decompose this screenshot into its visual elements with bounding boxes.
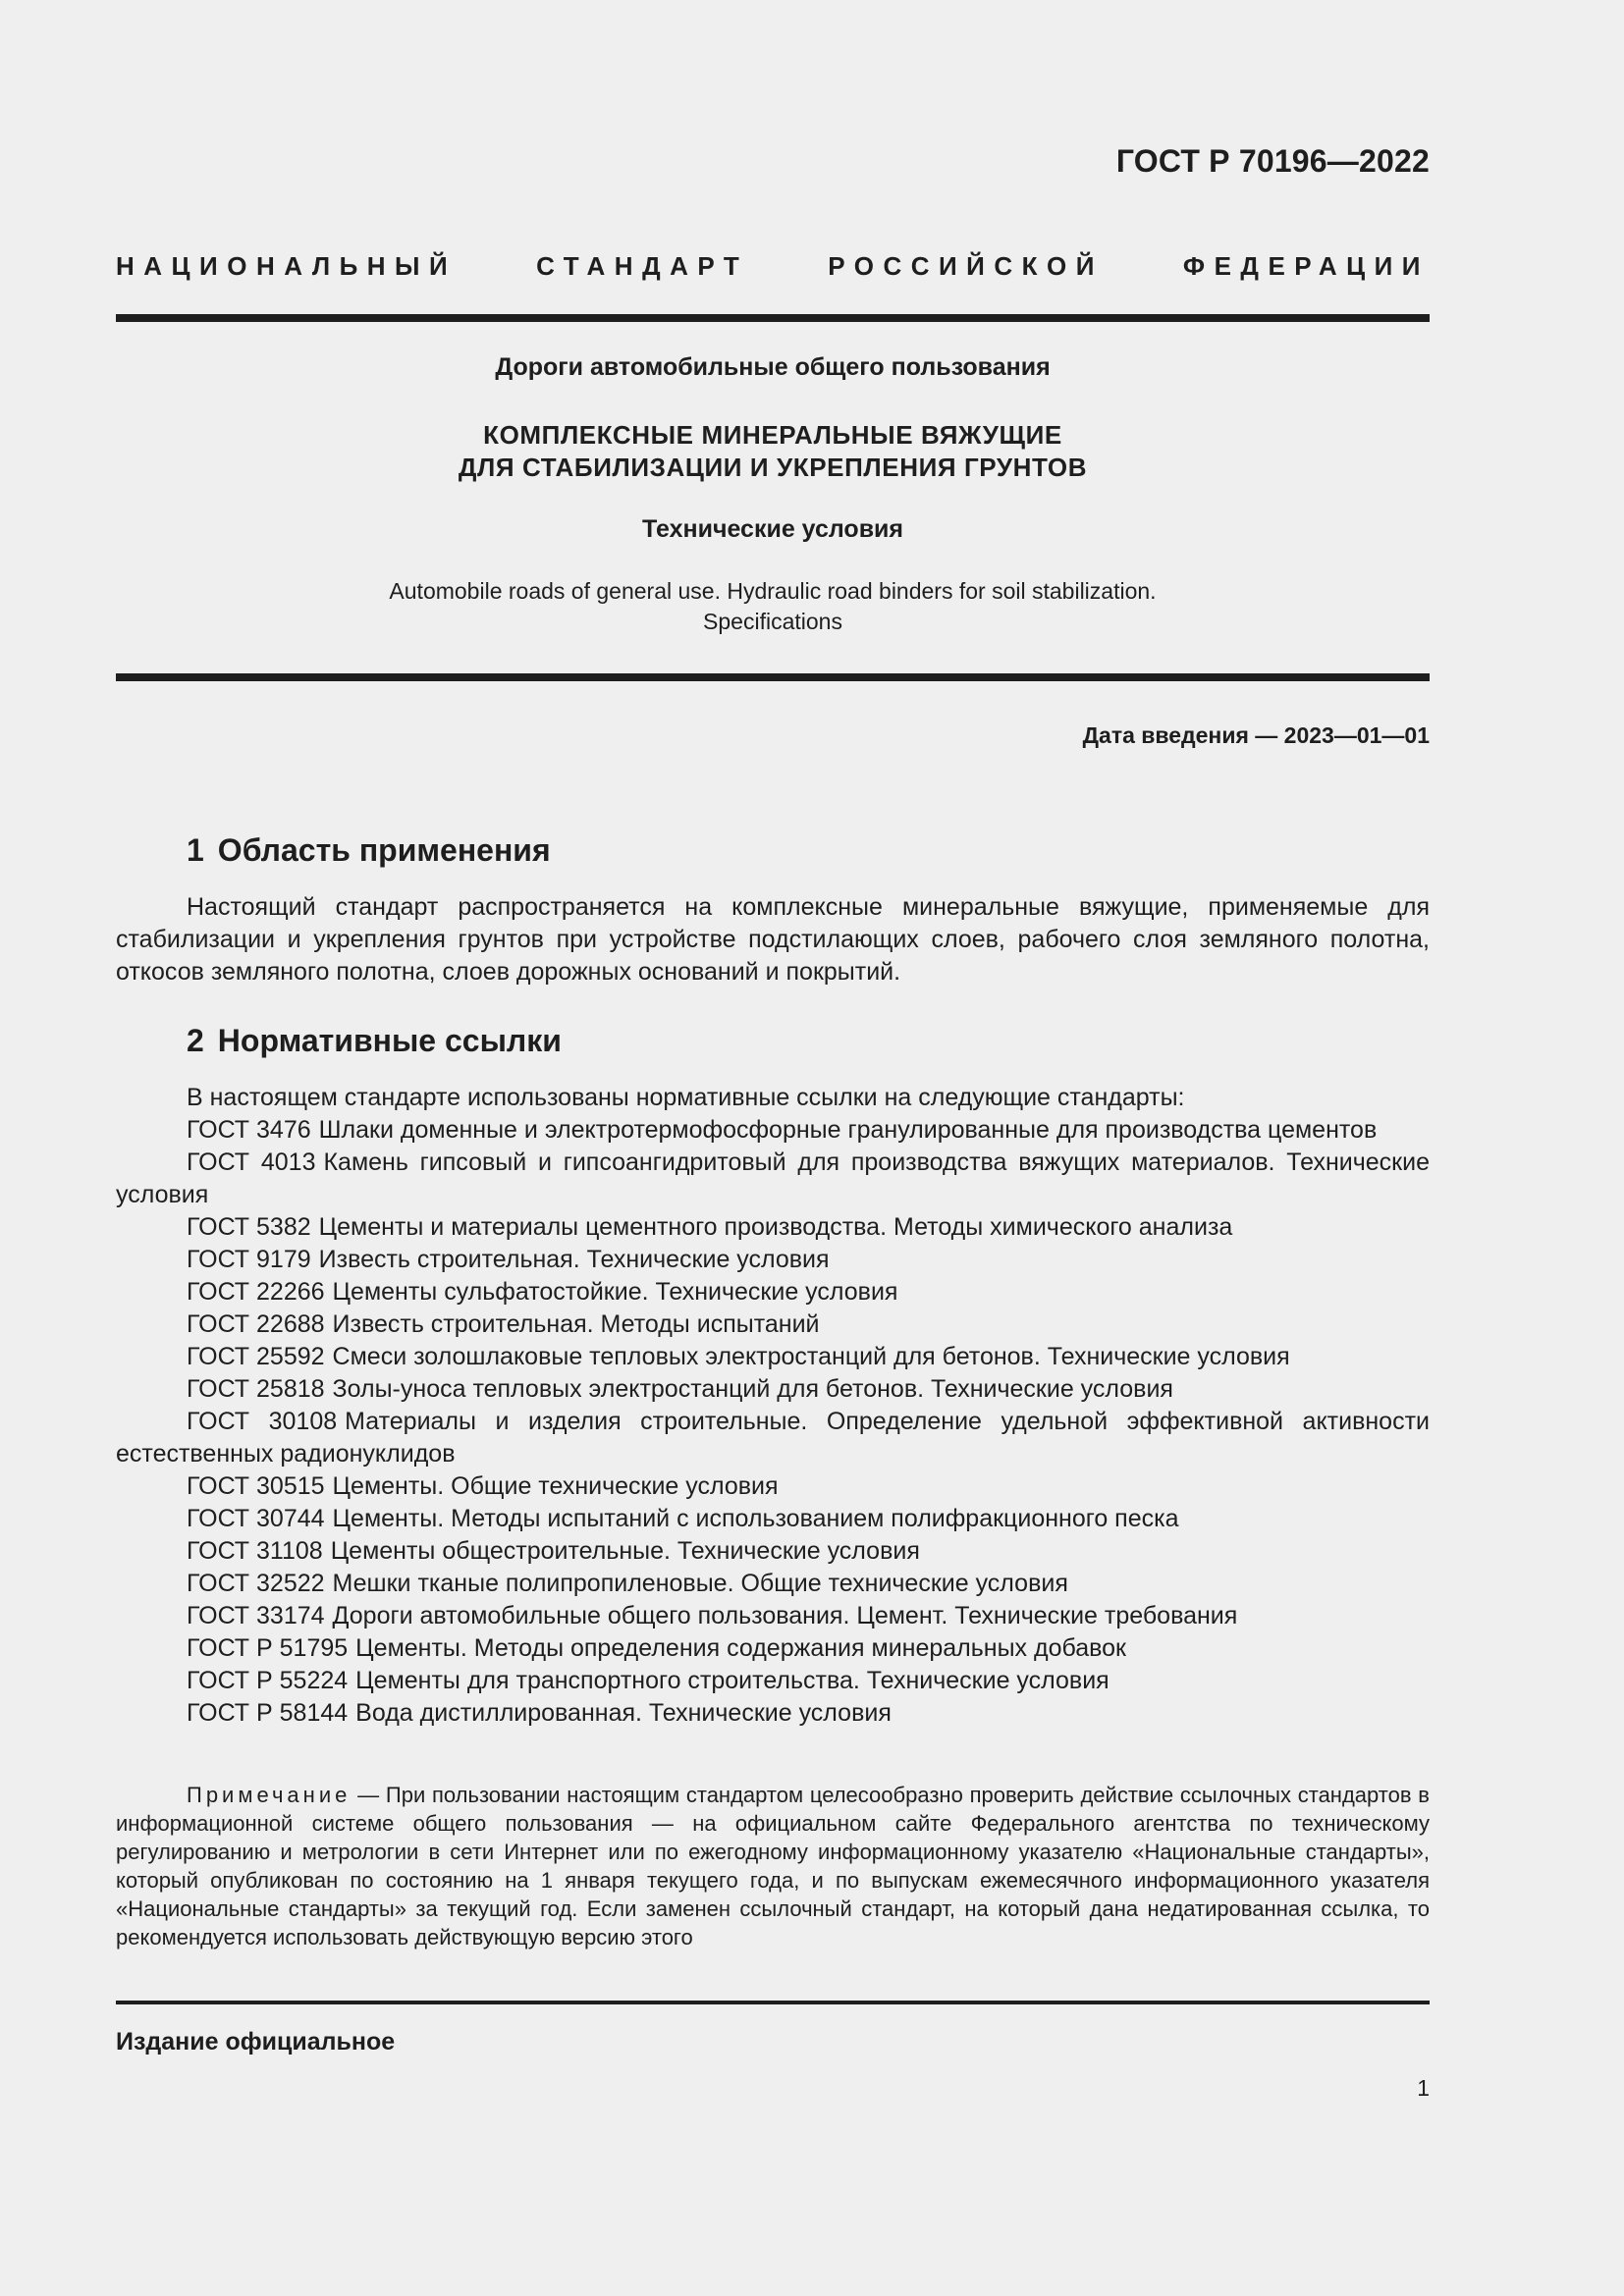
note-text: — При пользовании настоящим стандартом целесообразно проверить действие ссылочных стандартов в информационной системе общего пользования — на официальном сайте Федерального агентства по техническому регулированию и метрологии в сети Интернет или по ежегодному информационному указателю «Национальные стандарты», который опубликован по состоянию на 1 января текущего года, и по выпускам ежемесячного информационного указателя «Национальные стандарты» за текущий год. Если заменен ссылочный стандарт, на который дана недатированная ссылка, то рекомендуется использовать действующую версию этого xyxy=(116,1783,1430,1949)
section-1-title: Область применения xyxy=(217,832,551,868)
official-edition-label: Издание официальное xyxy=(116,2028,396,2056)
reference-code: ГОСТ 22688 xyxy=(187,1310,325,1338)
specification-title: Технические условия xyxy=(641,515,904,543)
reference-title: Цементы общестроительные. Технические условия xyxy=(330,1537,920,1565)
reference-title: Смеси золошлаковые тепловых электростанций для бетонов. Технические условия xyxy=(332,1343,1290,1370)
reference-code: ГОСТ 3476 xyxy=(187,1116,311,1144)
reference-code: ГОСТ 25818 xyxy=(187,1375,325,1403)
title-divider xyxy=(116,673,1430,681)
reference-title: Золы-уноса тепловых электростанций для бетонов. Технические условия xyxy=(332,1375,1173,1403)
reference-item xyxy=(116,1503,1430,1535)
reference-code: ГОСТ 31108 xyxy=(187,1537,323,1565)
reference-item xyxy=(116,1276,1430,1308)
section-1-number: 1 xyxy=(187,832,204,868)
reference-code: ГОСТ 25592 xyxy=(187,1343,325,1370)
references-note xyxy=(116,1781,1430,1953)
reference-code: ГОСТ 22266 xyxy=(187,1278,325,1306)
section-2-title: Нормативные ссылки xyxy=(217,1023,562,1058)
reference-title: Известь строительная. Методы испытаний xyxy=(332,1310,820,1338)
reference-title: Цементы сульфатостойкие. Технические условия xyxy=(332,1278,898,1306)
page-number: 1 xyxy=(1417,2075,1430,2101)
reference-title: Камень гипсовый и гипсоангидритовый для производства вяжущих материалов. Технические условия xyxy=(116,1148,1430,1208)
reference-title: Цементы. Методы определения содержания минеральных добавок xyxy=(355,1634,1126,1662)
reference-code: ГОСТ 4013 xyxy=(187,1148,316,1176)
reference-item xyxy=(116,1535,1430,1568)
reference-title: Известь строительная. Технические условия xyxy=(318,1246,830,1273)
document-code: ГОСТ Р 70196—2022 xyxy=(1115,143,1430,179)
note-label: Примечание xyxy=(187,1783,352,1807)
footer-divider xyxy=(116,2001,1430,2004)
reference-title: Цементы и материалы цементного производства. Методы химического анализа xyxy=(318,1213,1233,1241)
reference-code: ГОСТ 9179 xyxy=(187,1246,311,1273)
reference-item xyxy=(116,1244,1430,1276)
reference-title: Вода дистиллированная. Технические условия xyxy=(355,1699,892,1727)
reference-title: Цементы. Методы испытаний с использованием полифракционного песка xyxy=(332,1505,1179,1532)
reference-code: ГОСТ 30515 xyxy=(187,1472,325,1500)
reference-code: ГОСТ 30744 xyxy=(187,1505,325,1532)
reference-code: ГОСТ Р 58144 xyxy=(187,1699,349,1727)
reference-item xyxy=(116,1147,1430,1211)
reference-title: Мешки тканые полипропиленовые. Общие технические условия xyxy=(332,1570,1068,1597)
reference-code: ГОСТ 5382 xyxy=(187,1213,311,1241)
section-2-heading xyxy=(187,1023,562,1059)
reference-title: Цементы. Общие технические условия xyxy=(332,1472,779,1500)
introduction-date: Дата введения — 2023—01—01 xyxy=(1082,722,1430,748)
reference-title: Шлаки доменные и электротермофосфорные гранулированные для производства цементов xyxy=(318,1116,1378,1144)
reference-code: ГОСТ 32522 xyxy=(187,1570,325,1597)
reference-code: ГОСТ Р 51795 xyxy=(187,1634,349,1662)
reference-item xyxy=(116,1406,1430,1470)
english-title xyxy=(116,576,1430,637)
reference-item xyxy=(116,1632,1430,1665)
reference-code: ГОСТ Р 55224 xyxy=(187,1667,349,1694)
document-main-title xyxy=(116,419,1430,484)
english-title-line-2: Specifications xyxy=(703,609,842,634)
reference-title: Материалы и изделия строительные. Определение удельной эффективной активности естественных радионуклидов xyxy=(116,1408,1430,1468)
reference-code: ГОСТ 33174 xyxy=(187,1602,325,1629)
reference-code: ГОСТ 30108 xyxy=(187,1408,338,1435)
national-standard-heading: НАЦИОНАЛЬНЫЙ СТАНДАРТ РОССИЙСКОЙ ФЕДЕРАЦИИ xyxy=(116,251,1430,281)
reference-item xyxy=(116,1211,1430,1244)
reference-item xyxy=(116,1665,1430,1697)
reference-item xyxy=(116,1568,1430,1600)
reference-item xyxy=(116,1470,1430,1503)
reference-item xyxy=(116,1373,1430,1406)
section-1-text: Настоящий стандарт распространяется на комплексные минеральные вяжущие, применяемые для стабилизации и укрепления грунтов при устройстве подстилающих слоев, рабочего слоя земляного полотна, откосов земляного полотна, слоев дорожных оснований и покрытий. xyxy=(116,893,1430,986)
main-title-line-1: КОМПЛЕКСНЫЕ МИНЕРАЛЬНЫЕ ВЯЖУЩИЕ xyxy=(483,420,1062,450)
reference-item xyxy=(116,1697,1430,1730)
references-intro: В настоящем стандарте использованы нормативные ссылки на следующие стандарты: xyxy=(187,1084,1185,1111)
normative-references-list xyxy=(116,1082,1430,1730)
reference-item xyxy=(116,1341,1430,1373)
main-title-line-2: ДЛЯ СТАБИЛИЗАЦИИ И УКРЕПЛЕНИЯ ГРУНТОВ xyxy=(458,453,1088,482)
document-subtitle: Дороги автомобильные общего пользования xyxy=(495,353,1051,381)
reference-title: Цементы для транспортного строительства. Технические условия xyxy=(355,1667,1110,1694)
section-2-number: 2 xyxy=(187,1023,204,1058)
reference-item xyxy=(116,1308,1430,1341)
english-title-line-1: Automobile roads of general use. Hydraulic road binders for soil stabilization. xyxy=(389,578,1157,604)
reference-title: Дороги автомобильные общего пользования. Цемент. Технические требования xyxy=(332,1602,1238,1629)
section-1-heading xyxy=(187,832,551,869)
reference-item xyxy=(116,1114,1430,1147)
reference-item xyxy=(116,1600,1430,1632)
top-divider xyxy=(116,314,1430,322)
